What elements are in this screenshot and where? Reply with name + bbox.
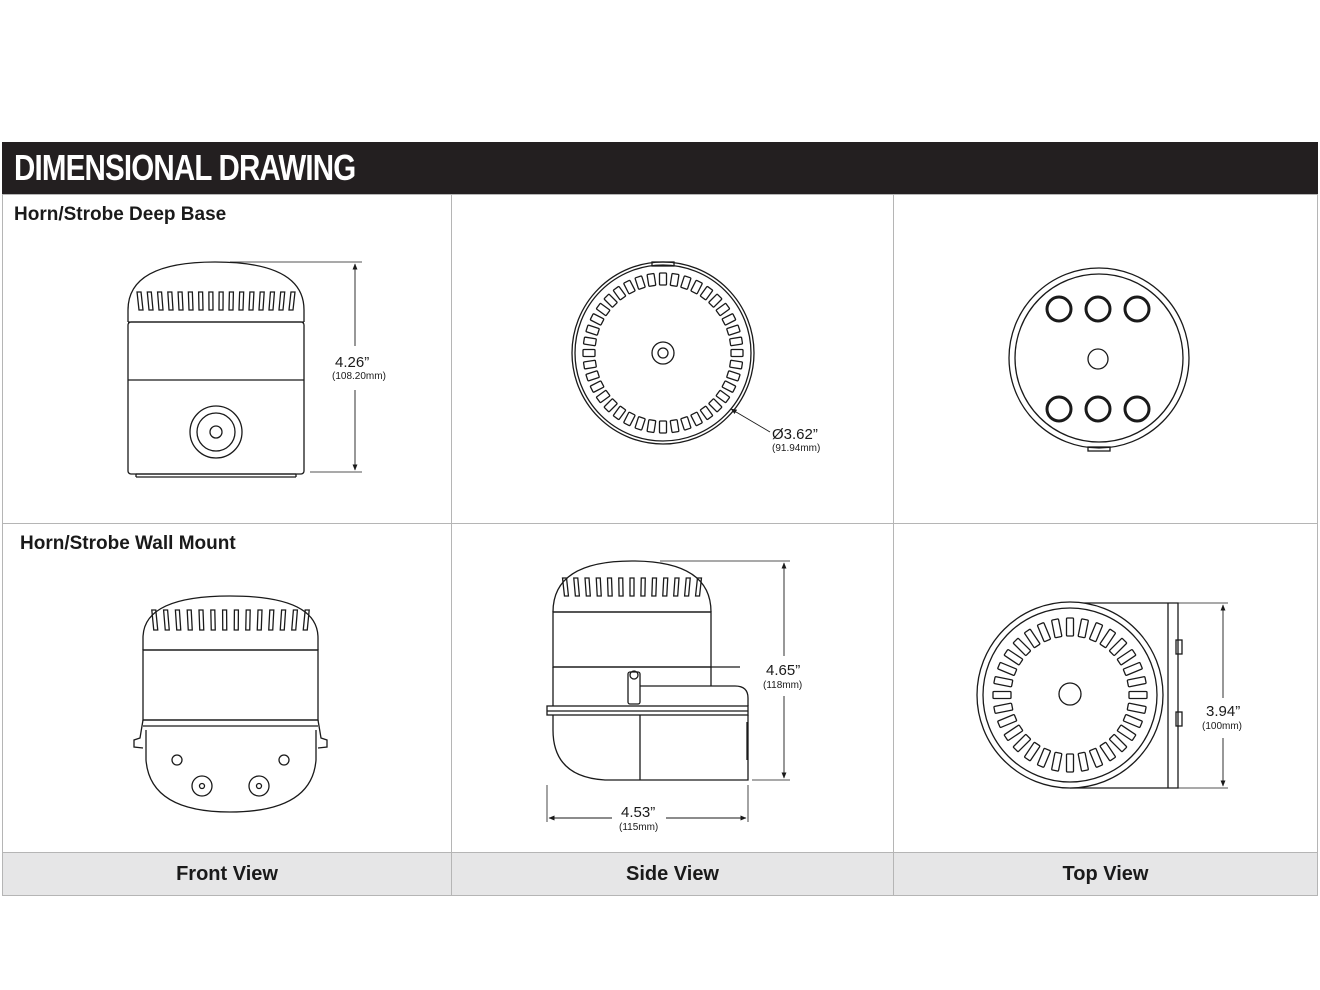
vent-slot: [691, 412, 703, 426]
dim-wall-side-height-mm: (118mm): [763, 680, 803, 691]
vent-slot: [280, 610, 285, 630]
dim-deep-base-height-mm: (108.20mm): [332, 371, 386, 382]
vent-slot: [289, 292, 295, 310]
dim-wall-side-width: 4.53”: [621, 804, 656, 821]
vent-slot: [647, 273, 656, 286]
footer-top-label: Top View: [1062, 862, 1149, 885]
vent-slot: [574, 578, 580, 596]
vent-slot: [596, 578, 601, 596]
dim-deep-base-height: 4.26”: [335, 354, 370, 371]
vent-slot: [158, 292, 163, 310]
vent-slot: [660, 273, 667, 285]
vent-slot: [137, 292, 143, 310]
vent-slot: [730, 360, 743, 369]
vent-slot: [249, 292, 254, 310]
vent-slot: [722, 314, 736, 326]
vent-slot: [583, 360, 596, 369]
vent-slot: [727, 371, 741, 381]
vent-slot: [246, 610, 250, 630]
vent-slot: [269, 292, 274, 310]
vent-slot: [279, 292, 285, 310]
vent-slot: [624, 280, 636, 294]
vent-slot: [716, 390, 730, 403]
vent-slot: [585, 578, 590, 596]
vent-slot: [583, 337, 596, 346]
vent-slot: [188, 292, 193, 310]
dim-wall-top-height-mm: (100mm): [1202, 721, 1243, 732]
dim-wall-side-width-mm: (115mm): [619, 822, 659, 833]
vent-slot: [630, 578, 634, 596]
vent-slot: [674, 578, 679, 596]
wall-mount-top-height-dimension: [1178, 603, 1228, 788]
section-title: DIMENSIONAL DRAWING: [14, 147, 356, 188]
vent-slot: [199, 610, 204, 630]
vent-slot: [596, 303, 610, 316]
vent-slot: [168, 292, 173, 310]
deep-base-front-drawing: [128, 262, 304, 477]
vent-slot: [187, 610, 192, 630]
wall-mount-side-dimensions: [547, 561, 790, 822]
vent-slot: [563, 578, 569, 596]
vent-slot: [269, 610, 274, 630]
vent-slot: [259, 292, 264, 310]
vent-slot: [670, 420, 679, 433]
strobe-lens-outer: [190, 406, 242, 458]
vent-slot: [681, 276, 691, 290]
vent-slot: [681, 417, 691, 431]
vent-slot: [199, 292, 203, 310]
vent-slot: [590, 381, 604, 393]
deep-base-radial-vents: [583, 273, 743, 433]
wall-mount-front-drawing: [134, 596, 327, 812]
vent-slot: [164, 610, 170, 630]
vent-slot: [696, 578, 702, 596]
deep-base-top-drawing: [1009, 268, 1189, 451]
vent-slot: [624, 412, 636, 426]
vent-slot: [239, 292, 244, 310]
vent-slot: [670, 273, 679, 286]
vent-slot: [613, 286, 626, 300]
vent-slot: [685, 578, 691, 596]
vent-slot: [586, 371, 600, 381]
wall-mount-side-vent-slots: [563, 578, 702, 596]
vent-slot: [257, 610, 262, 630]
footer-front-label: Front View: [176, 862, 278, 885]
vent-slot: [709, 294, 722, 307]
footer-side-label: Side View: [625, 862, 719, 885]
vent-slot: [716, 303, 730, 316]
vent-slot: [596, 390, 610, 403]
vent-slot: [660, 421, 667, 433]
wall-mount-top-drawing: [977, 602, 1182, 788]
vent-slot: [147, 292, 153, 310]
vent-slot: [709, 399, 722, 412]
vent-slot: [229, 292, 233, 310]
vent-slot: [604, 399, 617, 412]
vent-slot: [641, 578, 645, 596]
vent-slot: [652, 578, 657, 596]
vent-slot: [691, 280, 703, 294]
vent-slot: [663, 578, 668, 596]
vent-slot: [586, 325, 600, 335]
wall-mount-side-drawing: [547, 561, 748, 780]
vent-slot: [219, 292, 223, 310]
vent-slot: [700, 286, 713, 300]
vent-slot: [700, 406, 713, 420]
vent-slot: [619, 578, 623, 596]
vent-slot: [223, 610, 227, 630]
vent-slot: [608, 578, 613, 596]
vent-slot: [583, 350, 595, 357]
vent-slot: [730, 337, 743, 346]
dim-wall-side-height: 4.65”: [766, 662, 801, 679]
vent-slot: [178, 292, 183, 310]
vent-slot: [727, 325, 741, 335]
vent-slot: [292, 610, 298, 630]
dim-deep-base-diameter-mm: (91.94mm): [772, 443, 821, 454]
vent-slot: [590, 314, 604, 326]
vent-slot: [209, 292, 213, 310]
vent-slot: [635, 276, 645, 290]
row-label-deep-base: Horn/Strobe Deep Base: [14, 204, 227, 225]
deep-base-vent-slots: [137, 292, 295, 310]
vent-slot: [731, 350, 743, 357]
wall-mount-vent-slots: [152, 610, 309, 630]
vent-slot: [613, 406, 626, 420]
vent-slot: [722, 381, 736, 393]
vent-slot: [647, 420, 656, 433]
dim-wall-top-height: 3.94”: [1206, 703, 1241, 720]
vent-slot: [211, 610, 215, 630]
dim-deep-base-diameter: Ø3.62”: [772, 426, 818, 443]
vent-slot: [175, 610, 180, 630]
row-label-wall-mount: Horn/Strobe Wall Mount: [20, 533, 236, 554]
vent-slot: [234, 610, 238, 630]
vent-slot: [604, 294, 617, 307]
vent-slot: [635, 417, 645, 431]
deep-base-side-drawing: [572, 262, 770, 444]
